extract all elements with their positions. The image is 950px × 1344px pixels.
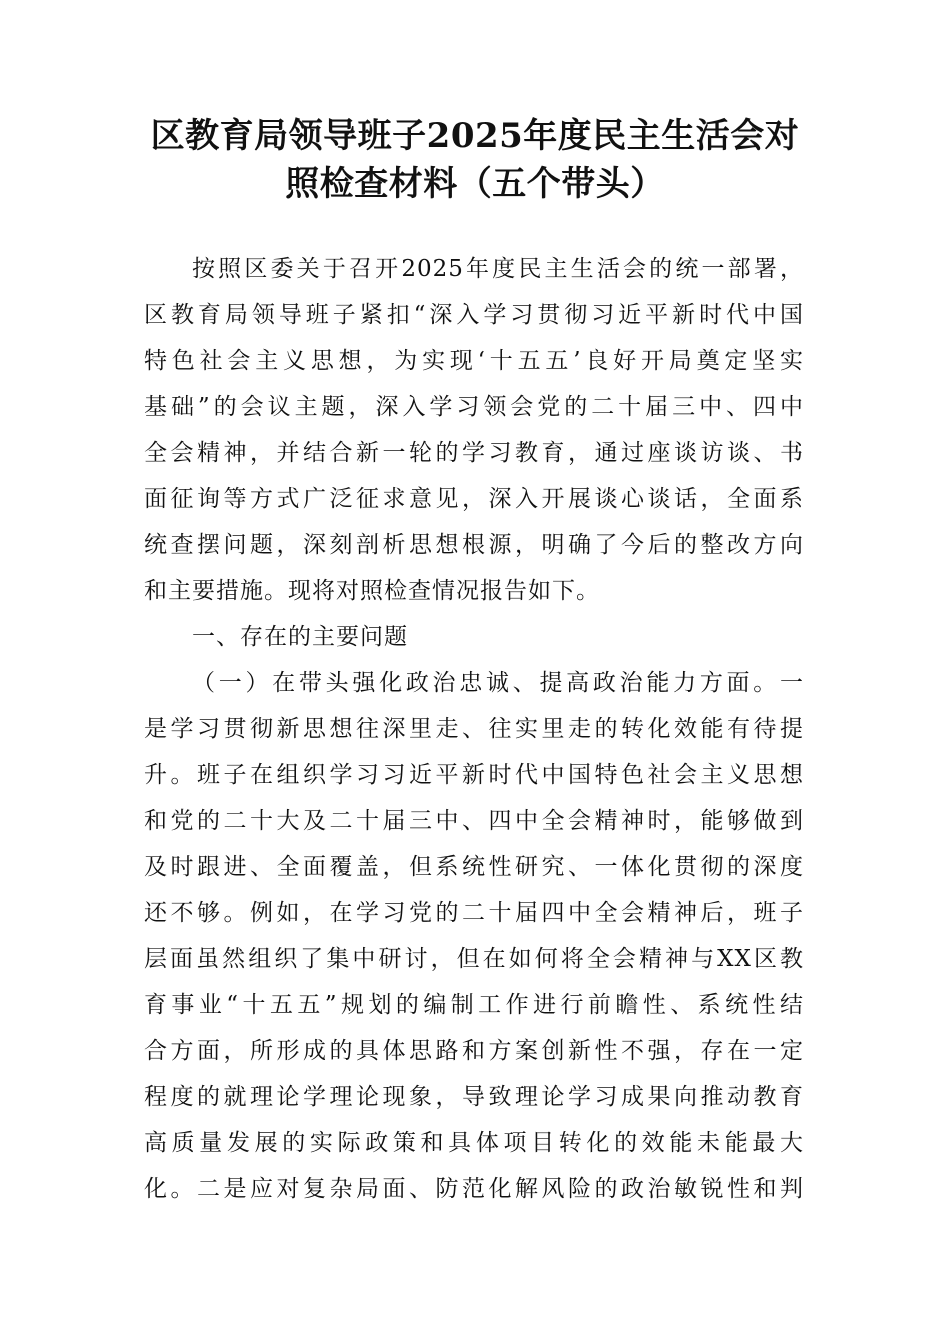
section-line-11: 高质量发展的实际政策和具体项目转化的效能未能最大 [144, 1130, 804, 1156]
intro-line-6: 面征询等方式广泛征求意见，深入开展谈心谈话，全面系 [144, 486, 804, 512]
section-line-6: 还不够。例如，在学习党的二十届四中全会精神后，班子 [144, 900, 804, 926]
section-heading: 一、存在的主要问题 [192, 624, 408, 650]
section-line-9: 合方面，所形成的具体思路和方案创新性不强，存在一定 [144, 1038, 804, 1064]
section-line-5: 及时跟进、全面覆盖，但系统性研究、一体化贯彻的深度 [144, 854, 804, 880]
intro-line-4: 基础”的会议主题，深入学习领会党的二十届三中、四中 [144, 394, 804, 420]
intro-line-1: 按照区委关于召开2025年度民主生活会的统一部署， [192, 256, 804, 282]
document-title [140, 112, 810, 208]
intro-line-7: 统查摆问题，深刻剖析思想根源，明确了今后的整改方向 [144, 532, 804, 558]
section-line-4: 和党的二十大及二十届三中、四中全会精神时，能够做到 [144, 808, 804, 834]
intro-line-2: 区教育局领导班子紧扣“深入学习贯彻习近平新时代中国 [144, 302, 804, 328]
title-line-1: 区教育局领导班子2025年度民主生活会对 [150, 116, 800, 156]
intro-line-3: 特色社会主义思想，为实现‘十五五’良好开局奠定坚实 [144, 348, 804, 374]
section-line-3: 升。班子在组织学习习近平新时代中国特色社会主义思想 [144, 762, 804, 788]
title-line-2: 照检查材料（五个带头） [285, 164, 665, 204]
section-line-2: 是学习贯彻新思想往深里走、往实里走的转化效能有待提 [144, 716, 804, 742]
intro-line-8: 和主要措施。现将对照检查情况报告如下。 [144, 578, 600, 604]
intro-line-5: 全会精神，并结合新一轮的学习教育，通过座谈访谈、书 [144, 440, 804, 466]
section-line-10: 程度的就理论学理论现象，导致理论学习成果向推动教育 [144, 1084, 804, 1110]
section-line-12: 化。二是应对复杂局面、防范化解风险的政治敏锐性和判 [144, 1176, 804, 1202]
section-line-8: 育事业“十五五”规划的编制工作进行前瞻性、系统性结 [144, 992, 804, 1018]
section-line-7: 层面虽然组织了集中研讨，但在如何将全会精神与XX区教 [144, 946, 804, 972]
section-line-1: （一）在带头强化政治忠诚、提高政治能力方面。一 [192, 670, 804, 696]
